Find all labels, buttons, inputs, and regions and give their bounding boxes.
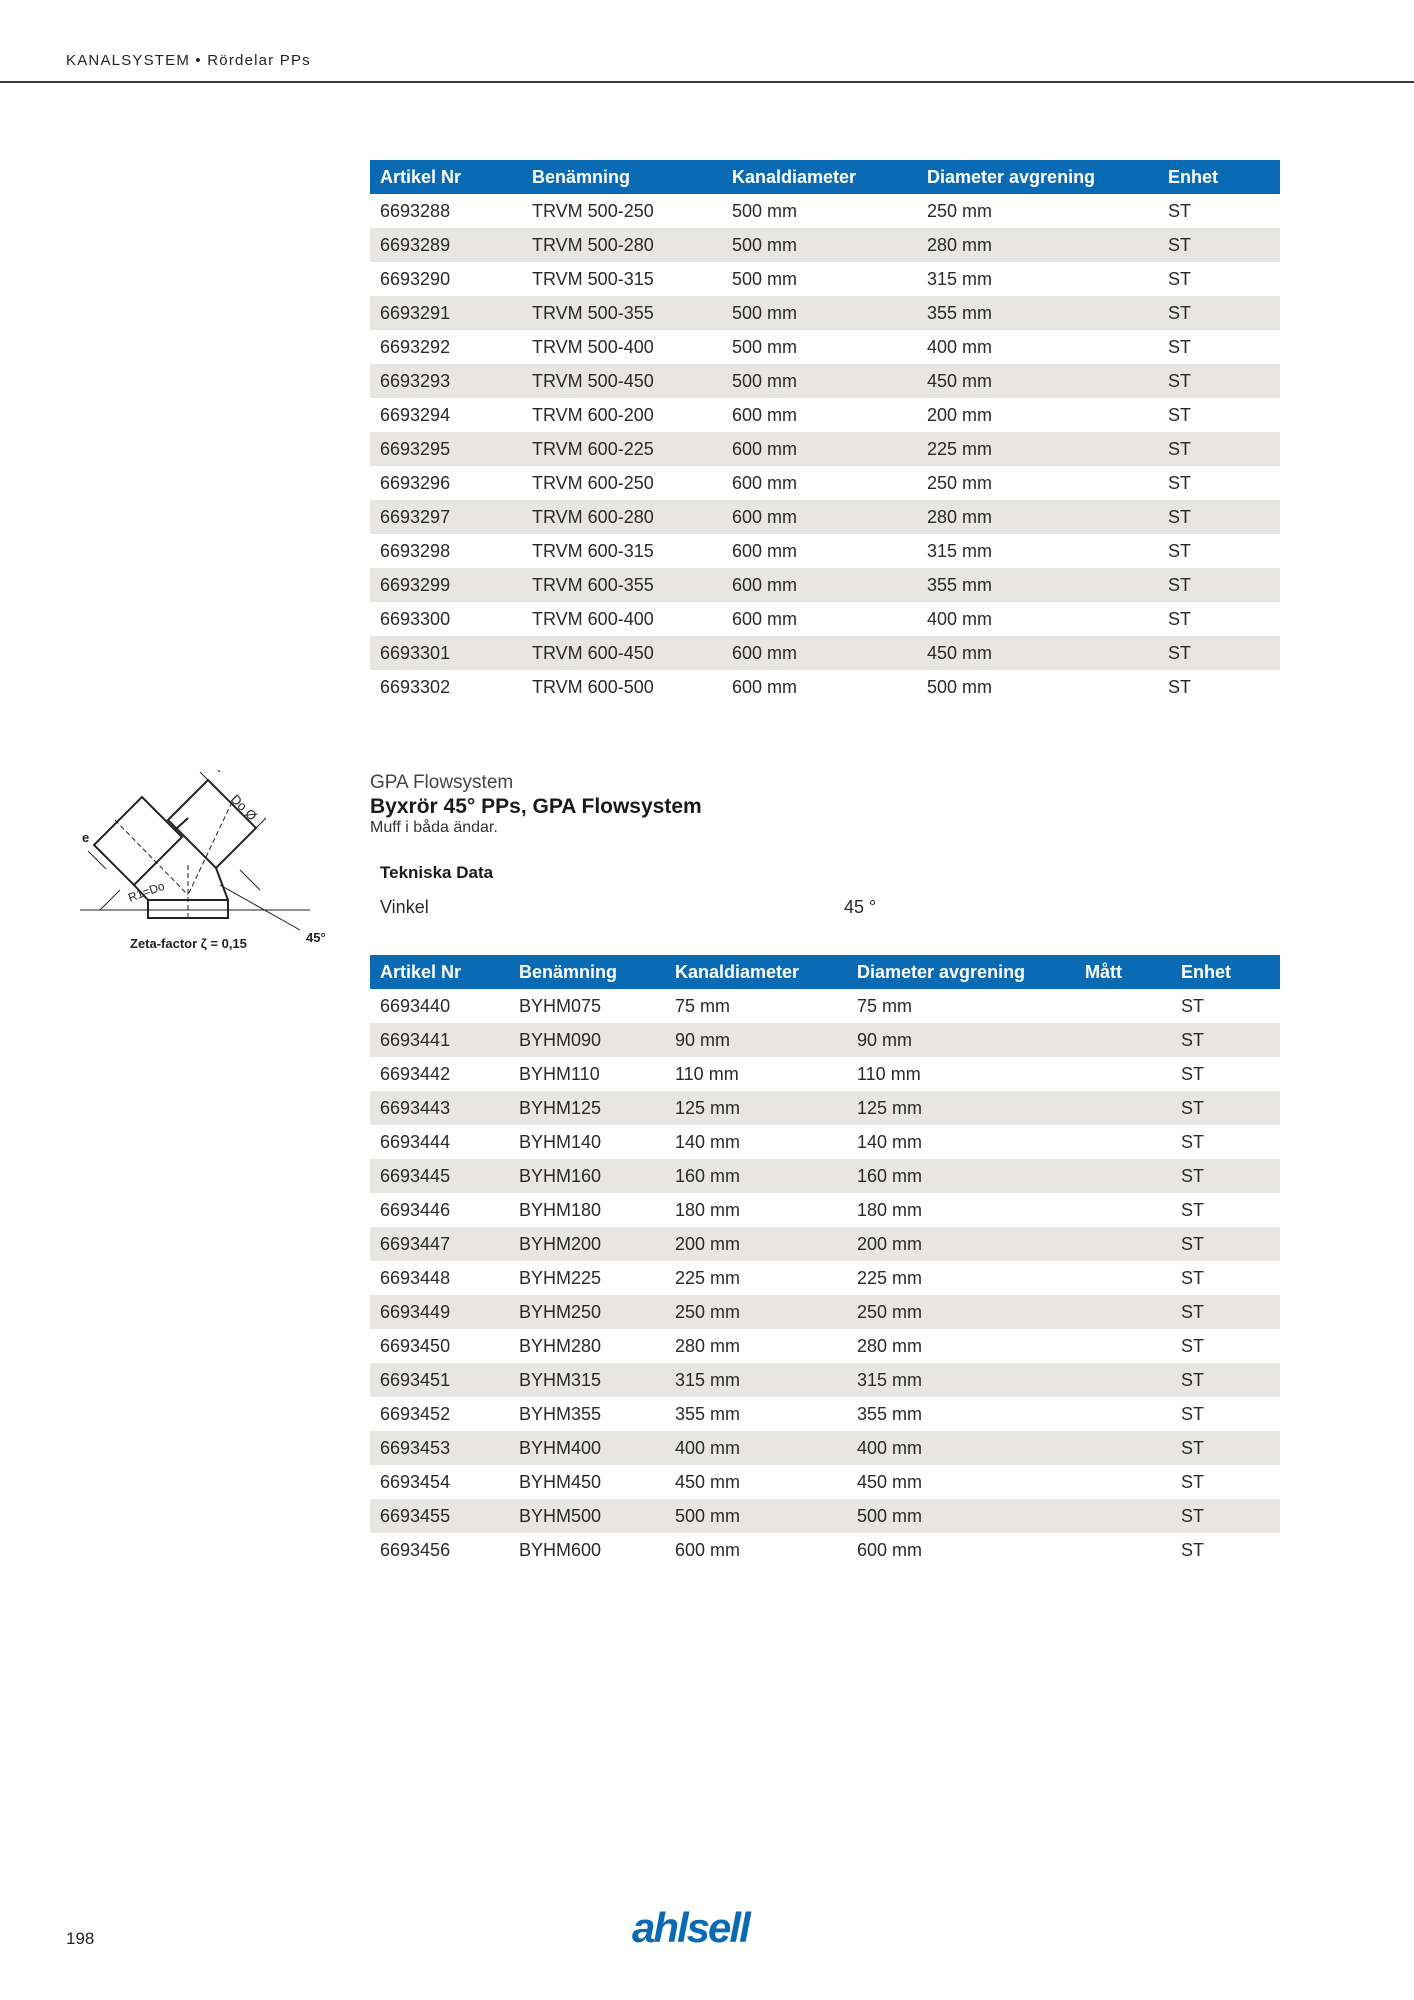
table-row (370, 1023, 1280, 1057)
table-cell: 400 mm (927, 336, 993, 357)
table-cell: BYHM600 (519, 1539, 602, 1560)
table-cell: 250 mm (927, 472, 993, 493)
table-cell: 6693290 (380, 268, 451, 289)
table-cell: 400 mm (927, 608, 993, 629)
table-cell: ST (1171, 1295, 1280, 1329)
table-cell: 75 mm (857, 995, 913, 1016)
table-cell: 6693300 (380, 608, 451, 629)
table-cell: TRVM 500-400 (532, 336, 654, 357)
column-header: Kanaldiameter (722, 160, 917, 194)
table-cell: 90 mm (665, 1023, 847, 1057)
table-cell: ST (1181, 1063, 1205, 1084)
column-header: Kanaldiameter (665, 955, 847, 989)
column-header: Enhet (1158, 160, 1280, 194)
table-row (370, 568, 1280, 602)
table-row (370, 1125, 1280, 1159)
table-row (370, 194, 1280, 228)
table-cell: 6693302 (380, 676, 451, 697)
table-cell: ST (1158, 228, 1280, 262)
table-cell (1075, 1533, 1171, 1567)
label-angle: 45° (306, 930, 326, 945)
table-cell: ST (1168, 404, 1192, 425)
table-row (370, 1533, 1280, 1567)
table-cell: 355 mm (917, 296, 1158, 330)
table-cell (1075, 1295, 1171, 1329)
table-cell: ST (1168, 336, 1192, 357)
table-row (370, 1261, 1280, 1295)
table-cell: 6693455 (370, 1499, 509, 1533)
table-cell (1075, 1193, 1171, 1227)
table-cell: 6693289 (370, 228, 522, 262)
table-cell: 6693293 (370, 364, 522, 398)
table-cell: 140 mm (857, 1131, 923, 1152)
table-row (370, 534, 1280, 568)
table-row (370, 636, 1280, 670)
table-cell: 500 mm (722, 228, 917, 262)
table-cell: ST (1181, 1199, 1205, 1220)
table-cell: 500 mm (927, 676, 993, 697)
table-cell: 600 mm (675, 1539, 741, 1560)
table-header-row (370, 160, 1280, 194)
table-cell: BYHM140 (519, 1131, 602, 1152)
table-cell: 315 mm (665, 1363, 847, 1397)
table-cell: 600 mm (722, 636, 917, 670)
table-cell: BYHM500 (509, 1499, 665, 1533)
table-row (370, 1193, 1280, 1227)
table-cell: 600 mm (722, 568, 917, 602)
label-do: Do Ø (227, 791, 260, 824)
column-header: Diameter avgrening (847, 955, 1075, 989)
table-cell: 6693442 (380, 1063, 451, 1084)
table-cell: 600 mm (857, 1539, 923, 1560)
table-cell: 180 mm (675, 1199, 741, 1220)
table-cell: ST (1181, 1131, 1205, 1152)
table-cell: ST (1168, 472, 1192, 493)
table-cell: ST (1171, 1159, 1280, 1193)
table-cell: 6693296 (380, 472, 451, 493)
table-cell: 6693298 (380, 540, 451, 561)
table-cell: ST (1158, 568, 1280, 602)
table-cell: BYHM355 (519, 1403, 602, 1424)
product-table-byhm (370, 955, 1280, 1567)
table-cell: 125 mm (665, 1091, 847, 1125)
table-cell (1075, 1465, 1171, 1499)
table-cell: 6693288 (380, 200, 451, 221)
table-row (370, 1227, 1280, 1261)
table-cell: 315 mm (927, 540, 993, 561)
table-cell: 500 mm (665, 1499, 847, 1533)
table-cell: ST (1181, 1403, 1205, 1424)
breadcrumb: KANALSYSTEM • Rördelar PPs (66, 52, 311, 69)
table-row (370, 670, 1280, 704)
table-cell (1075, 1125, 1171, 1159)
table-cell: 450 mm (675, 1471, 741, 1492)
table-cell: BYHM125 (509, 1091, 665, 1125)
table-cell: 500 mm (722, 296, 917, 330)
table-cell (1075, 1363, 1171, 1397)
table-cell: ST (1171, 1091, 1280, 1125)
table-cell: 250 mm (665, 1295, 847, 1329)
table-cell: ST (1158, 500, 1280, 534)
table-cell: 355 mm (857, 1403, 923, 1424)
table-row (370, 1431, 1280, 1465)
table-cell (1075, 1431, 1171, 1465)
table-cell: ST (1171, 1431, 1280, 1465)
table-cell: ST (1158, 296, 1280, 330)
table-cell (1075, 989, 1171, 1023)
table-row (370, 1295, 1280, 1329)
table-cell: 355 mm (917, 568, 1158, 602)
section-description: Muff i båda ändar. (370, 819, 498, 836)
table-cell: TRVM 500-450 (522, 364, 722, 398)
tech-data-value: 45 ° (844, 897, 877, 917)
table-cell: 110 mm (857, 1063, 921, 1084)
table-cell: ST (1181, 1267, 1205, 1288)
table-cell: 315 mm (927, 268, 993, 289)
table-cell (1075, 1397, 1171, 1431)
table-cell: ST (1171, 1023, 1280, 1057)
table-cell: 6693444 (380, 1131, 451, 1152)
table-cell: TRVM 600-280 (522, 500, 722, 534)
table-cell: 450 mm (857, 1471, 923, 1492)
table-row (370, 1091, 1280, 1125)
table-cell: 6693445 (370, 1159, 509, 1193)
table-cell: TRVM 600-315 (532, 540, 654, 561)
table-row (370, 296, 1280, 330)
table-cell: 6693450 (380, 1335, 451, 1356)
table-cell: BYHM075 (519, 995, 602, 1016)
logo-text: ahlsell (632, 1904, 749, 1951)
tech-data-label: Vinkel (380, 897, 429, 917)
page-number: 198 (66, 1929, 95, 1948)
table-cell: 280 mm (675, 1335, 741, 1356)
table-cell: 6693294 (380, 404, 451, 425)
table-cell: 75 mm (675, 995, 731, 1016)
table-cell: 500 mm (722, 364, 917, 398)
table-cell: 6693295 (370, 432, 522, 466)
table-cell (1075, 1227, 1171, 1261)
table-cell: 180 mm (857, 1199, 923, 1220)
label-e: e (82, 830, 90, 845)
table-cell: 6693292 (380, 336, 451, 357)
table-cell: 6693441 (370, 1023, 509, 1057)
table-cell: 225 mm (917, 432, 1158, 466)
table-cell: 6693447 (370, 1227, 509, 1261)
table-cell: BYHM280 (519, 1335, 602, 1356)
table-cell: BYHM180 (519, 1199, 602, 1220)
table-cell: 280 mm (917, 500, 1158, 534)
table-cell: ST (1181, 1471, 1205, 1492)
table-row (370, 989, 1280, 1023)
table-cell: 6693449 (370, 1295, 509, 1329)
table-cell: ST (1168, 268, 1192, 289)
table-row (370, 1057, 1280, 1091)
table-cell: BYHM200 (509, 1227, 665, 1261)
table-cell: 450 mm (917, 364, 1158, 398)
table-cell: 225 mm (857, 1267, 923, 1288)
table-cell: 6693440 (380, 995, 451, 1016)
table-cell: 600 mm (722, 500, 917, 534)
table-cell: 200 mm (847, 1227, 1075, 1261)
table-header-row (370, 955, 1280, 989)
column-header: Benämning (522, 160, 722, 194)
left-branch-outline (94, 797, 182, 885)
table-cell: 6693446 (380, 1199, 451, 1220)
table-cell: 110 mm (675, 1063, 739, 1084)
table-cell: 6693453 (370, 1431, 509, 1465)
table-cell: BYHM225 (519, 1267, 602, 1288)
table-cell: BYHM160 (509, 1159, 665, 1193)
product-table-trvm (370, 160, 1280, 704)
table-cell: TRVM 600-250 (532, 472, 654, 493)
table-cell: TRVM 600-200 (532, 404, 654, 425)
table-cell: TRVM 600-355 (522, 568, 722, 602)
column-header: Benämning (509, 955, 665, 989)
table-cell (1075, 1023, 1171, 1057)
table-cell: ST (1168, 200, 1192, 221)
table-cell (1075, 1329, 1171, 1363)
table-cell: ST (1168, 608, 1192, 629)
table-row (370, 1159, 1280, 1193)
table-cell: 600 mm (722, 432, 917, 466)
table-cell: BYHM090 (509, 1023, 665, 1057)
table-row (370, 364, 1280, 398)
column-header: Enhet (1171, 955, 1280, 989)
table-cell: 125 mm (847, 1091, 1075, 1125)
table-cell: 355 mm (675, 1403, 741, 1424)
table-row (370, 432, 1280, 466)
table-cell: 6693451 (370, 1363, 509, 1397)
table-cell (1075, 1159, 1171, 1193)
table-cell: 200 mm (927, 404, 993, 425)
y-branch-drawing (80, 770, 340, 960)
table-cell: BYHM315 (509, 1363, 665, 1397)
table-cell: 500 mm (732, 336, 798, 357)
table-cell: 400 mm (847, 1431, 1075, 1465)
table-row (370, 602, 1280, 636)
table-cell: TRVM 600-400 (532, 608, 654, 629)
table-cell: ST (1158, 636, 1280, 670)
label-radius: R1=Do (126, 878, 167, 905)
table-row (370, 1465, 1280, 1499)
column-header: Artikel Nr (370, 160, 522, 194)
table-cell: ST (1181, 1539, 1205, 1560)
table-cell: 600 mm (732, 676, 798, 697)
table-cell: ST (1181, 1335, 1205, 1356)
table-cell: 600 mm (732, 404, 798, 425)
table-cell: 250 mm (847, 1295, 1075, 1329)
table-row (370, 398, 1280, 432)
table-cell: 6693299 (370, 568, 522, 602)
table-cell: 600 mm (732, 608, 798, 629)
ahlsell-logo (630, 1902, 780, 1952)
table-cell: 160 mm (847, 1159, 1075, 1193)
table-cell: 600 mm (732, 540, 798, 561)
table-cell: 200 mm (665, 1227, 847, 1261)
table-row (370, 228, 1280, 262)
table-row (370, 500, 1280, 534)
table-cell: 6693456 (380, 1539, 451, 1560)
table-cell: 500 mm (732, 200, 798, 221)
table-cell: 600 mm (732, 472, 798, 493)
table-cell: 6693452 (380, 1403, 451, 1424)
table-cell: TRVM 500-250 (532, 200, 654, 221)
table-cell: TRVM 600-500 (532, 676, 654, 697)
table-cell: 160 mm (665, 1159, 847, 1193)
table-cell: 400 mm (665, 1431, 847, 1465)
table-row (370, 1499, 1280, 1533)
table-row (370, 330, 1280, 364)
table-cell (1075, 1057, 1171, 1091)
column-header: Artikel Nr (370, 955, 509, 989)
table-row (370, 466, 1280, 500)
table-row (370, 262, 1280, 296)
table-cell: 225 mm (675, 1267, 741, 1288)
table-cell: ST (1181, 995, 1205, 1016)
table-cell: ST (1158, 364, 1280, 398)
table-cell: 450 mm (917, 636, 1158, 670)
table-cell: 500 mm (732, 268, 798, 289)
table-cell: BYHM400 (509, 1431, 665, 1465)
table-cell: 140 mm (675, 1131, 741, 1152)
column-header: Mått (1075, 955, 1171, 989)
table-cell: ST (1158, 432, 1280, 466)
tech-data-title: Tekniska Data (380, 863, 494, 882)
table-cell: BYHM450 (519, 1471, 602, 1492)
table-cell: 500 mm (847, 1499, 1075, 1533)
table-cell: 6693301 (370, 636, 522, 670)
table-cell: 6693291 (370, 296, 522, 330)
table-cell: TRVM 600-450 (522, 636, 722, 670)
table-cell: BYHM110 (519, 1063, 600, 1084)
table-cell: 315 mm (847, 1363, 1075, 1397)
table-cell: BYHM250 (509, 1295, 665, 1329)
label-zeta: Zeta-factor ζ = 0,15 (130, 936, 247, 951)
table-cell (1075, 1499, 1171, 1533)
table-cell: 6693448 (380, 1267, 451, 1288)
table-row (370, 1329, 1280, 1363)
table-cell: 280 mm (857, 1335, 923, 1356)
table-cell: TRVM 500-315 (532, 268, 654, 289)
table-cell: 250 mm (927, 200, 993, 221)
table-cell: ST (1168, 676, 1192, 697)
section-subtitle: GPA Flowsystem (370, 772, 514, 793)
table-cell: ST (1168, 540, 1192, 561)
table-cell: TRVM 600-225 (522, 432, 722, 466)
table-cell: ST (1171, 1499, 1280, 1533)
table-cell: ST (1171, 1227, 1280, 1261)
table-cell (1075, 1261, 1171, 1295)
table-cell (1075, 1091, 1171, 1125)
table-cell: 6693454 (380, 1471, 451, 1492)
page-header (0, 0, 1414, 83)
table-cell: 6693443 (370, 1091, 509, 1125)
table-cell: TRVM 500-355 (522, 296, 722, 330)
table-cell: ST (1171, 1363, 1280, 1397)
column-header: Diameter avgrening (917, 160, 1158, 194)
table-row (370, 1397, 1280, 1431)
table-cell: 6693297 (370, 500, 522, 534)
section-title: Byxrör 45° PPs, GPA Flowsystem (370, 795, 702, 818)
table-cell: TRVM 500-280 (522, 228, 722, 262)
table-cell: 90 mm (847, 1023, 1075, 1057)
table-row (370, 1363, 1280, 1397)
table-cell: 280 mm (917, 228, 1158, 262)
